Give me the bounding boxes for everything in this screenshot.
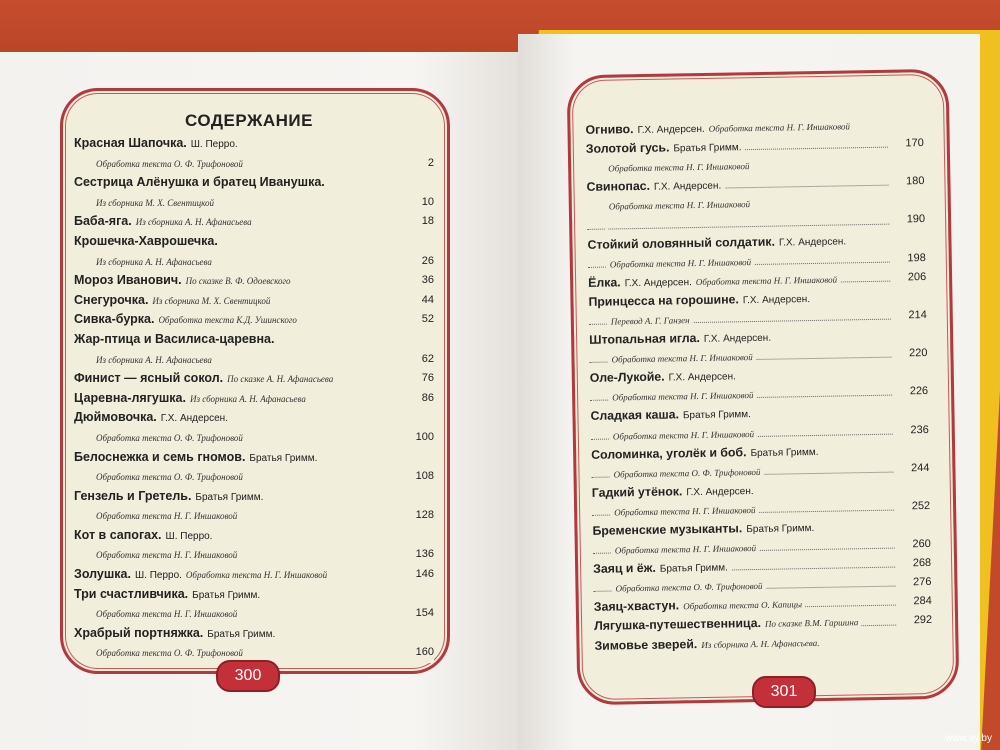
toc-entry-text [74,489,266,503]
toc-entry-text [594,615,861,634]
toc-entry-text [92,156,246,170]
toc-entry-text [74,410,231,424]
toc-entry-text [74,587,263,601]
toc-entry-page: 154 [414,604,434,624]
toc-entry [74,369,434,389]
toc-entry-text [74,214,255,228]
toc-entry-text [74,567,330,581]
toc-entry-text [74,136,241,150]
toc-entry-text [604,158,752,175]
toc-entry-note: Обработка текста Н. Г. Иншаковой [695,274,838,287]
toc-entry-note: Обработка текста О. Ф. Трифоновой [96,432,243,443]
toc-entry-page: 214 [906,306,927,325]
toc-entry-page: 226 [908,382,929,401]
toc-entry [74,389,434,409]
toc-entry-page: 52 [420,310,434,330]
toc-entry-text [594,634,822,652]
toc-entry-note: Обработка текста Н. Г. Иншаковой [614,504,756,518]
toc-entry-text [92,547,240,561]
toc-right-list [585,115,933,655]
toc-entry-title: Дюймовочка. [74,410,157,425]
toc-entry [74,448,434,468]
toc-entry [74,252,434,272]
toc-entry-title: Три счастливчика. [74,586,189,601]
toc-entry-text [585,118,853,137]
toc-entry [74,310,434,330]
toc-entry-page: 76 [420,369,434,389]
toc-entry-text [74,332,277,346]
toc-entry-page: 86 [420,389,434,409]
toc-entry-author: Г.Х. Андерсен. [160,413,228,425]
toc-entry-note: Из сборника А. Н. Афанасьева [96,354,212,365]
toc-entry-text [592,520,817,538]
toc-entry-note: Из сборника М. Х. Свентицкой [152,295,271,306]
toc-entry-note: Обработка текста Н. Г. Иншаковой [612,390,754,403]
toc-entry-note: Обработка текста О. Ф. Трифоновой [96,158,243,169]
toc-entry-page: 44 [420,291,434,311]
page-number-left: 300 [216,660,280,692]
toc-entry-page: 160 [414,643,434,663]
toc-entry-text [74,391,309,405]
toc-entry-title: Сивка-бурка. [74,312,155,327]
toc-entry-text [607,312,693,327]
toc-entry-text [74,273,294,287]
toc-entry-page: 252 [910,497,931,516]
toc-entry-page: 62 [420,350,434,370]
toc-entry-page: 244 [909,459,930,478]
toc-entry-title: Оле-Лукойе. [589,369,665,386]
toc-entry-title: Кот в сапогах. [74,527,162,542]
toc-entry-text [610,502,758,519]
toc-entry-text [607,349,755,366]
toc-entry [74,565,434,585]
toc-entry-page: 292 [912,611,933,630]
toc-entry-title: Жар-птица и Василиса-царевна. [74,331,275,346]
toc-entry-title: Заяц и ёж. [593,560,656,577]
toc-entry-page: 128 [414,506,434,526]
toc-entry-author: Г.Х. Андерсен. [703,332,772,345]
toc-entry-title: Храбрый портняжка. [74,625,204,640]
toc-entry-text [605,218,608,232]
toc-entry-page: 136 [414,545,434,565]
toc-entry-page: 26 [420,252,434,272]
toc-entry-note: Обработка текста Н. Г. Иншаковой [96,511,238,522]
toc-right-column [585,115,933,655]
toc-entry-title: Крошечка-Хаврошечка. [74,233,218,248]
toc-entry-title: Лягушка-путешественница. [594,616,762,634]
toc-entry-author: Ш. Перро. [190,139,238,150]
toc-entry-page: 236 [908,420,929,439]
toc-entry [74,467,434,487]
toc-entry [74,134,434,154]
toc-entry [74,545,434,565]
toc-entry-note: Из сборника А. Н. Афанасьева [135,217,252,228]
toc-entry-note: Обработка текста Н. Г. Иншаковой [609,256,752,270]
toc-entry-author: Ш. Перро. [134,570,182,582]
toc-entry-text [92,254,215,268]
toc-entry [74,624,434,644]
toc-entry-note: Обработка текста О. Ф. Трифоновой [96,648,243,659]
toc-entry-note: По сказке В. Ф. Одоевского [185,276,291,287]
toc-entry-title: Зимовье зверей. [594,636,698,653]
toc-entry-author: Братья Гримм. [750,446,819,459]
page-heading: СОДЕРЖАНИЕ [185,111,313,130]
toc-entry-note: Обработка текста Н. Г. Иншаковой [185,570,328,581]
toc-entry [74,330,434,350]
toc-entry [74,428,434,448]
toc-entry-note: По сказке В.М. Гаршина [764,617,859,630]
toc-entry-title: Золушка. [74,567,131,582]
toc-entry [74,408,434,428]
toc-entry-note: Перевод А. Г. Ганзен [610,315,690,327]
toc-entry [74,526,434,546]
toc-entry-text [92,195,217,209]
toc-entry-text [92,430,246,444]
toc-entry-page: 10 [420,193,434,213]
toc-entry-text [590,369,739,386]
toc-entry-author: Г.Х. Андерсен. [637,123,705,137]
toc-entry-note: Обработка текста О. Ф. Трифоновой [96,472,243,483]
toc-entry-title: Штопальная игла. [589,330,700,347]
toc-entry-title: Сладкая каша. [590,407,680,424]
toc-entry-text [74,234,221,248]
toc-entry [74,350,434,370]
toc-entry-page: 146 [414,565,434,585]
toc-entry-title: Свинопас. [586,179,651,195]
toc-entry [74,173,434,193]
toc-entry [74,291,434,311]
toc-entry-text [588,291,813,309]
toc-entry-page: 108 [414,467,434,487]
toc-entry-page: 190 [905,210,926,229]
toc-entry-note: Из сборника М. Х. Свентицкой [96,197,214,208]
toc-entry-note: Обработка текста Н. Г. Иншаковой [608,161,750,174]
toc-entry-title: Финист — ясный сокол. [74,371,224,386]
toc-entry-title: Огниво. [585,122,634,137]
toc-entry-text [611,578,765,595]
toc-entry-note: Обработка текста Н. Г. Иншаковой [708,121,851,134]
toc-entry-note: Обработка текста Н. Г. Иншаковой [96,550,238,561]
toc-entry-text [586,178,724,194]
toc-entry-page: 100 [414,428,434,448]
toc-entry-text [594,597,805,615]
toc-entry-title: Мороз Иванович. [74,273,182,288]
toc-entry-page: 198 [905,249,926,268]
toc-entry-note: Из сборника А. Н. Афанасьева [96,256,212,267]
toc-entry-note: Обработка текста Н. Г. Иншаковой [608,199,751,212]
toc-left-list [74,134,434,663]
toc-entry-note: Обработка текста О. Капицы [683,599,803,612]
toc-entry-text [92,508,240,522]
toc-entry-author: Братья Гримм. [207,628,276,640]
toc-entry-title: Стойкий оловянный солдатик. [587,234,776,252]
toc-entry-author: Братья Гримм. [746,522,815,536]
toc-entry-author: Ш. Перро. [165,530,213,542]
toc-entry [74,506,434,526]
toc-entry-author: Г.Х. Андерсен. [624,276,692,290]
toc-entry-author: Братья Гримм. [673,142,742,155]
toc-entry-text [611,540,759,557]
toc-entry [74,154,434,174]
toc-entry-text [587,233,849,252]
toc-entry-note: Обработка текста О. Ф. Трифоновой [615,581,763,594]
toc-entry-page: 36 [420,271,434,291]
toc-entry [74,212,434,232]
toc-entry-author: Братья Гримм. [192,589,261,601]
toc-entry-page: 206 [906,268,927,287]
toc-entry-text [74,175,328,189]
toc-entry-text [92,469,246,483]
toc-entry-title: Сестрица Алёнушка и братец Иванушка. [74,175,325,190]
toc-entry-text [609,425,757,442]
toc-entry-page: 260 [910,535,931,554]
toc-entry-text [92,352,215,366]
toc-entry-text [590,406,754,423]
toc-entry-text [92,606,240,620]
toc-entry-author: Братья Гримм. [659,562,728,575]
toc-entry-text [586,139,745,156]
toc-entry-text [74,371,336,385]
toc-entry-page: 170 [903,134,924,153]
watermark: www.ay.by [944,733,992,744]
toc-entry [74,271,434,291]
toc-entry-note: Обработка текста О. Ф. Трифоновой [613,466,761,480]
toc-entry-note: Обработка текста Н. Г. Иншаковой [614,543,757,556]
toc-entry-title: Красная Шапочка. [74,136,187,150]
toc-entry-text [606,254,754,271]
page-number-right: 301 [752,676,816,708]
toc-entry-title: Принцесса на горошине. [588,292,739,309]
toc-entry-page: 18 [420,212,434,232]
toc-entry-author: Братья Гримм. [195,491,264,503]
toc-entry-text [592,483,757,500]
toc-entry-note: Обработка текста Н. Г. Иншаковой [611,352,753,365]
toc-entry-text [589,330,774,347]
toc-entry-author: Г.Х. Андерсен. [653,180,722,194]
toc-entry-page: 2 [426,154,434,174]
toc-entry-author: Г.Х. Андерсен. [778,235,847,249]
toc-entry-page: 220 [907,344,928,363]
toc-entry-title: Соломинка, уголёк и боб. [591,444,747,462]
toc-entry-page: 180 [904,172,925,191]
toc-entry [74,232,434,252]
toc-left-column [74,108,434,663]
toc-entry-author: Братья Гримм. [249,452,318,464]
toc-entry-text [74,293,273,307]
toc-entry-note: Обработка текста Н. Г. Иншаковой [96,609,238,620]
toc-entry-note: Обработка текста Н. Г. Иншаковой [612,428,755,441]
toc-entry-text [74,450,320,464]
toc-entry-author: Г.Х. Андерсен. [742,293,811,307]
toc-entry [74,604,434,624]
toc-entry [74,585,434,605]
toc-entry-author: Г.Х. Андерсен. [668,371,736,384]
toc-entry-title: Царевна-лягушка. [74,390,186,405]
toc-entry-title: Белоснежка и семь гномов. [74,449,246,464]
toc-entry-page: 268 [911,554,932,573]
toc-entry-note: Из сборника А. Н. Афанасьева. [701,637,820,650]
toc-entry-title: Заяц-хвастун. [593,598,680,615]
toc-entry-page: 284 [911,592,932,611]
toc-entry-text [92,645,246,659]
toc-entry [74,193,434,213]
toc-entry-text [588,271,840,289]
toc-entry-text [591,443,822,461]
toc-entry-text [74,626,278,640]
toc-entry-title: Гензель и Гретель. [74,488,192,503]
toc-entry-text [593,560,731,576]
toc-entry-title: Бременские музыканты. [592,521,743,538]
toc-entry-title: Баба-яга. [74,214,132,229]
toc-entry [74,487,434,507]
toc-entry-title: Гадкий утёнок. [591,484,683,500]
toc-entry-page: 276 [911,573,932,592]
toc-entry-title: Снегурочка. [74,292,149,307]
toc-entry-text [608,387,756,404]
toc-entry-note: Обработка текста К.Д. Ушинского [158,315,297,326]
toc-entry-note: Из сборника А. Н. Афанасьева [189,393,306,404]
toc-entry-text [605,196,753,213]
toc-entry-text [74,528,215,542]
toc-entry-title: Ёлка. [588,275,621,290]
toc-entry-text [609,464,763,481]
toc-entry-author: Г.Х. Андерсен. [686,485,754,498]
toc-entry-title: Золотой гусь. [585,140,670,157]
toc-entry-author: Братья Гримм. [682,409,752,422]
toc-entry-text [74,312,300,326]
toc-entry-note: По сказке А. Н. Афанасьева [227,374,334,385]
